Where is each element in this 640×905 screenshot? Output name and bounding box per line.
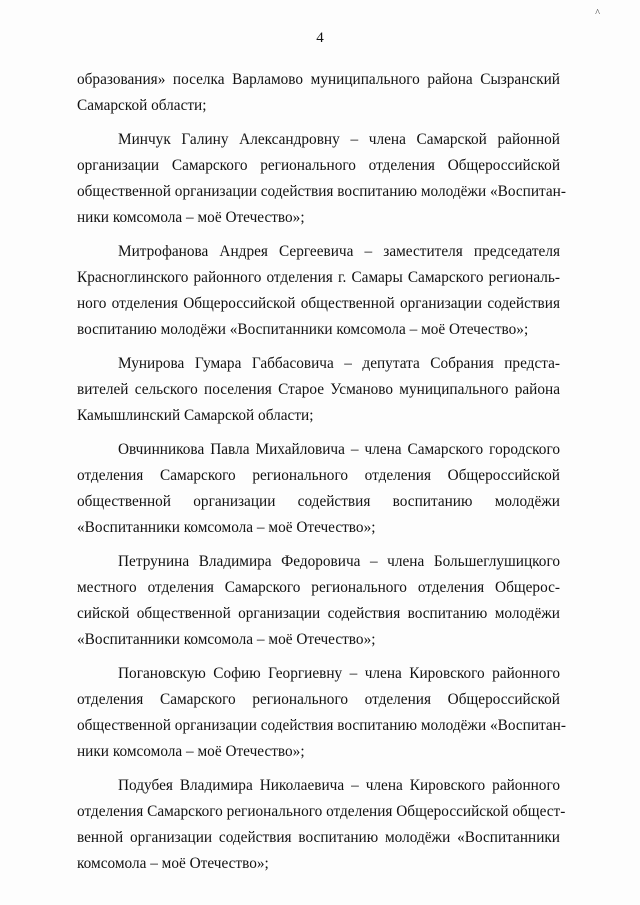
document-body [77, 67, 566, 885]
text-line: Подубея Владимира Николаевича – члена Кировского районного [118, 777, 560, 794]
text-line: ники комсомола – моё Отечество»; [77, 209, 305, 226]
text-line: «Воспитанники комсомола – моё Отечество»; [77, 631, 376, 648]
text-line: вителей сельского поселения Старое Усманово муниципального района [77, 381, 560, 398]
text-line: комсомола – моё Отечество»; [77, 855, 269, 872]
text-line: Погановскую Софию Георгиевну – члена Кировского районного [118, 665, 560, 682]
text-line: отделения Самарского регионального отделения Общероссийской общест- [77, 803, 566, 820]
text-line: Минчук Галину Александровну – члена Самарской районной [118, 131, 560, 148]
text-line: общественной организации содействия воспитанию молодёжи «Воспитан- [77, 717, 566, 734]
text-line: Мунирова Гумара Габбасовича – депутата Собрания предста- [118, 355, 560, 372]
text-line: сийской общественной организации содействия воспитанию молодёжи [77, 605, 560, 622]
corner-mark: ^ [595, 8, 600, 19]
paragraph-mitrofanov [77, 239, 560, 343]
page-number: 4 [316, 30, 324, 46]
text-line: Овчинникова Павла Михайловича – члена Самарского городского [118, 441, 560, 458]
paragraph-minchuk [77, 127, 566, 231]
text-line: воспитанию молодёжи «Воспитанники комсомола – моё Отечество»; [77, 321, 529, 338]
paragraph-poganovskaya [77, 661, 566, 765]
text-line: организации Самарского регионального отделения Общероссийской [77, 157, 560, 174]
paragraph-ovchinnikov [77, 437, 560, 541]
text-line: отделения Самарского регионального отделения Общероссийской [77, 691, 560, 708]
text-line: Петрунина Владимира Федоровича – члена Большеглушицкого [118, 553, 560, 570]
text-line: общественной организации содействия воспитанию молодёжи «Воспитан- [77, 183, 566, 200]
text-line: образования» поселка Варламово муниципального района Сызранский [77, 71, 560, 88]
text-line: общественной организации содействия воспитанию молодёжи [77, 493, 560, 510]
text-line: Камышлинский Самарской области; [77, 407, 314, 424]
text-line: Самарской области; [77, 97, 207, 114]
text-line: местного отделения Самарского регионального отделения Общерос- [77, 579, 560, 596]
paragraph-continuation [77, 67, 560, 119]
paragraph-petrunin [77, 549, 560, 653]
text-line: Красноглинского районного отделения г. Самары Самарского региональ- [77, 269, 560, 286]
text-line: отделения Самарского регионального отделения Общероссийской [77, 467, 560, 484]
text-line: Митрофанова Андрея Сергеевича – заместителя председателя [118, 243, 560, 260]
text-line: ники комсомола – моё Отечество»; [77, 743, 305, 760]
paragraph-munirov [77, 351, 560, 429]
text-line: ного отделения Общероссийской общественной организации содействия [77, 295, 560, 312]
text-line: венной организации содействия воспитанию молодёжи «Воспитанники [77, 829, 560, 846]
text-line: «Воспитанники комсомола – моё Отечество»; [77, 519, 376, 536]
paragraph-podubey [77, 773, 566, 877]
